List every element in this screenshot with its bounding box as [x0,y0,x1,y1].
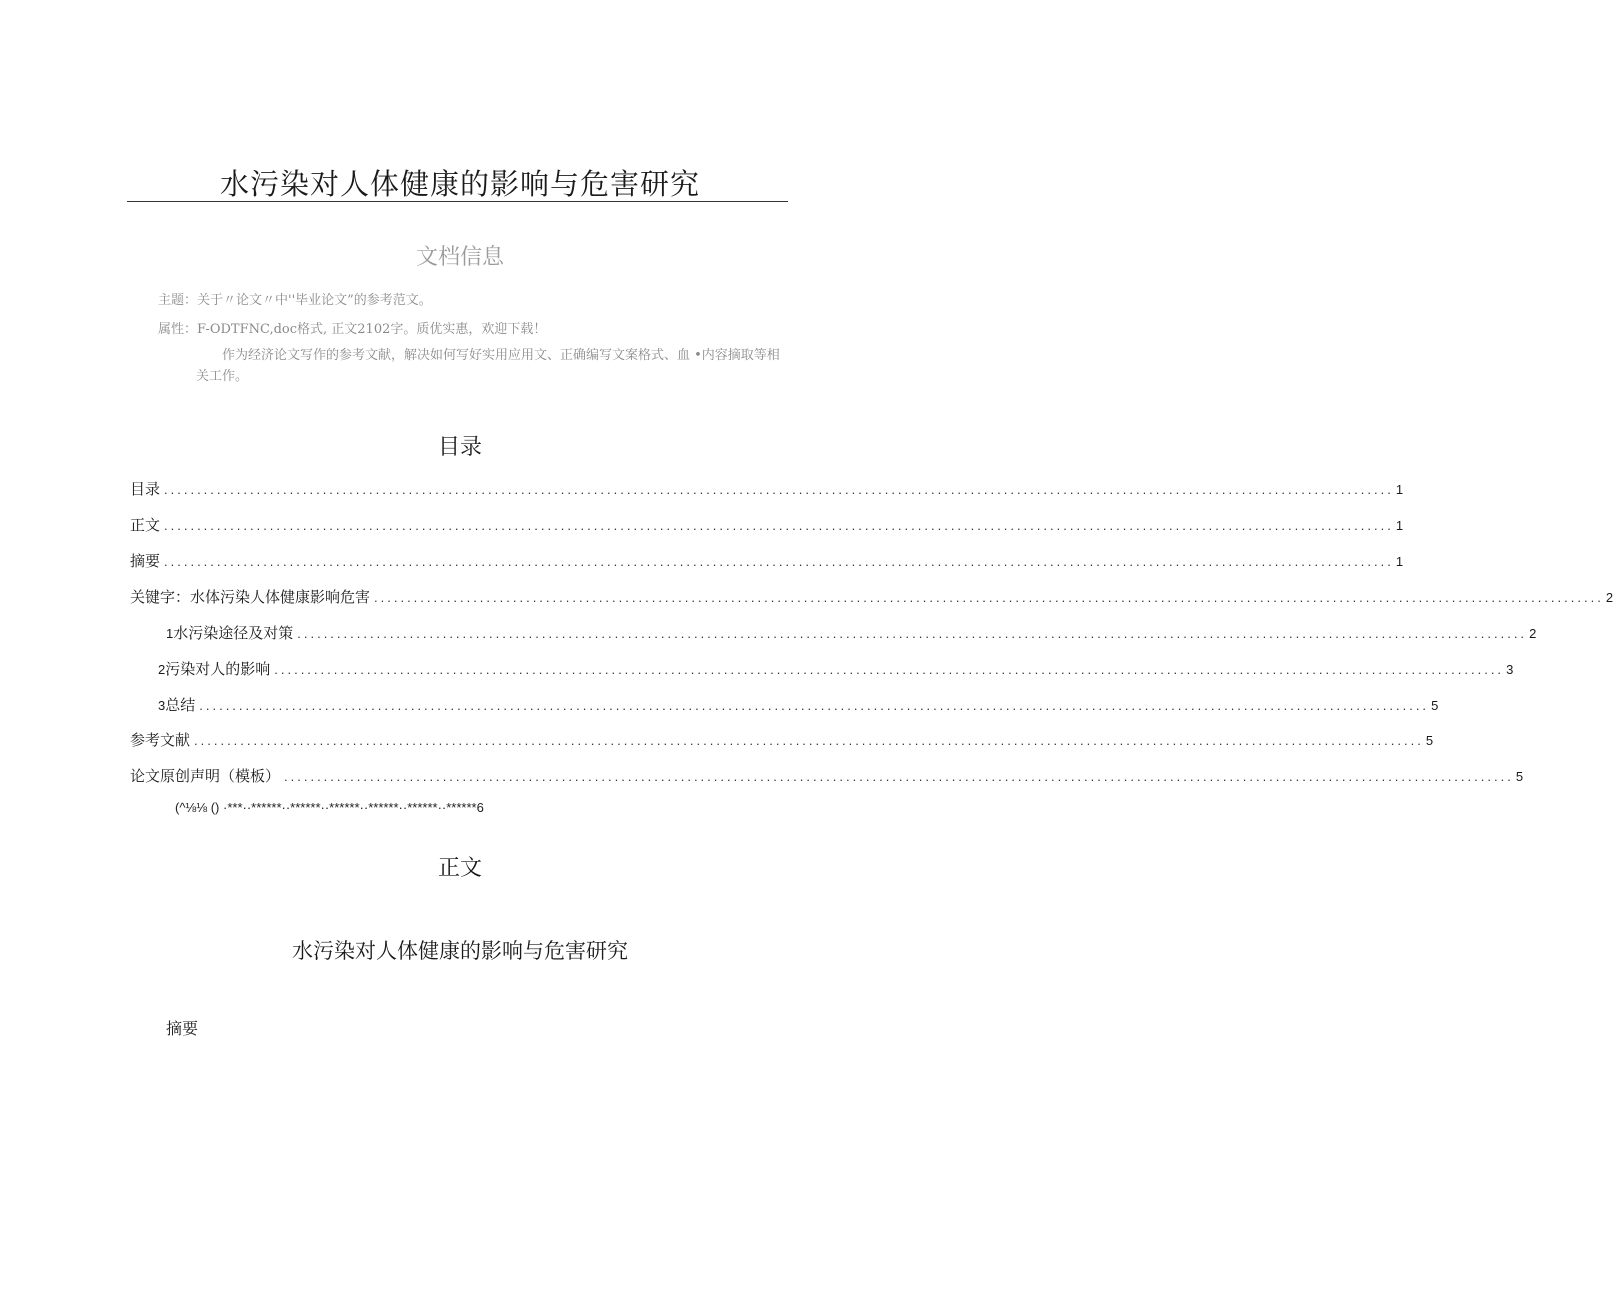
toc-entry-title: 摘要 [130,552,161,570]
toc-entry-text: 污染对人的影响 [165,660,271,678]
toc-entry-title [166,622,297,643]
toc-entry-leader: .......................................................................................................................................................................................... [274,662,1505,677]
document-subject: 主题：关于〃论文〃中''毕业论文”的参考范文。 [158,293,432,308]
toc-entry-number: 2 [158,662,166,677]
toc-entry-leader: .......................................................................................................................................................................................... [194,733,1424,748]
toc-entry[interactable] [166,622,1537,644]
toc-entry-title [158,694,199,715]
document-attributes: 属性：F-ODTFNC,doc格式, 正文2102字。质优实惠，欢迎下载！ [158,322,547,337]
toc-entry-title [158,658,274,679]
toc-entry-page: 5 [1425,733,1434,748]
toc-entry-leader: .......................................................................................................................................................................................... [297,626,1528,641]
toc-entry-page: 3 [1506,662,1514,677]
document-description: 作为经济论文写作的参考文献，解决如何写好实用应用文、正确编写文案格式、血 •内容摘取等相关工作。 [196,348,780,384]
toc-entry-leader: .......................................................................................................................................................................................... [199,698,1430,713]
toc-entry[interactable] [130,765,1524,787]
toc-entry[interactable] [158,694,1439,716]
document-info-heading: 文档信息 [415,245,504,270]
toc-entry-text: 总结 [165,696,196,714]
toc-entry[interactable] [130,478,1404,500]
toc-entry-page: 1 [1395,554,1404,569]
toc-entry-page: 2 [1529,626,1537,641]
toc-garbled-entry: (^⅛⅛ () ·***··******··******··******··******··******··******6 [175,800,484,815]
toc-entry[interactable] [130,514,1404,536]
toc-entry-text: 水污染途径及对策 [173,624,294,642]
toc-entry-page: 2 [1605,590,1613,605]
title-underline [127,201,788,202]
toc-entry-title: 目录 [130,480,161,498]
toc-entry-title: 论文原创声明（模板） [130,767,281,785]
toc-entry[interactable] [130,550,1404,572]
toc-entry-page: 1 [1395,482,1404,497]
toc-entry-page: 5 [1515,769,1524,784]
toc-entry[interactable] [130,729,1434,751]
toc-entry-page: 5 [1431,698,1439,713]
toc-entry-leader: .......................................................................................................................................................................................... [164,518,1394,533]
toc-entry-number: 3 [158,698,166,713]
toc-entry-number: 1 [166,626,174,641]
document-title: 水污染对人体健康的影响与危害研究 [219,167,700,201]
toc-entry-leader: .......................................................................................................................................................................................... [374,590,1604,605]
body-heading: 正文 [437,856,482,881]
toc-heading: 目录 [437,435,482,460]
toc-entry-page: 1 [1395,518,1404,533]
toc-entry-leader: .......................................................................................................................................................................................... [284,769,1514,784]
toc-entry[interactable] [158,658,1514,680]
toc-entry-leader: .......................................................................................................................................................................................... [164,554,1394,569]
abstract-label: 摘要 [166,1019,199,1038]
toc-entry[interactable] [130,586,1613,608]
toc-entry-title: 正文 [130,516,161,534]
article-title: 水污染对人体健康的影响与危害研究 [292,939,628,963]
toc-entry-leader: .......................................................................................................................................................................................... [164,482,1394,497]
toc-entry-title: 关键字：水体污染人体健康影响危害 [130,588,371,606]
toc-entry-title: 参考文献 [130,731,191,749]
